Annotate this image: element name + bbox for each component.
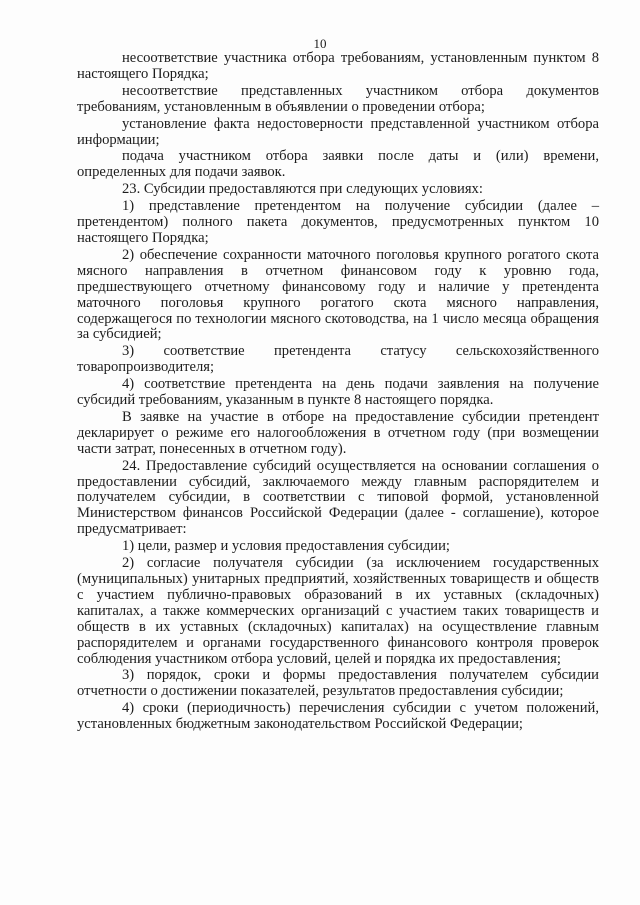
tax-declaration-paragraph: В заявке на участие в отборе на предоставление субсидии претендент декларирует о режиме его налогообложения в отчетном году (при возмещении части затрат, понесенных в отчетном году).: [77, 408, 599, 457]
clause-24-item-4: 4) сроки (периодичность) перечисления субсидии с учетом положений, установленных бюджетным законодательством Российской Федерации;: [77, 700, 599, 733]
clause-23-item-3: 3) соответствие претендента статусу сельскохозяйственного товаропроизводителя;: [77, 343, 599, 376]
clause-23-item-4: 4) соответствие претендента на день подачи заявления на получение субсидий требованиям, указанным в пункте 8 настоящего порядка.: [77, 376, 599, 409]
clause-24-heading: 24. Предоставление субсидий осуществляется на основании соглашения о предоставлении субсидий, заключаемого между главным распорядителем и получателем субсидии, в соответствии с типовой формой, установленной Министерством финансов Российской Федерации (далее - соглашение), которое предусматривает:: [77, 457, 599, 538]
clause-23-heading: 23. Субсидии предоставляются при следующих условиях:: [122, 181, 483, 198]
page-number: 10: [313, 36, 327, 51]
document-body: [77, 51, 599, 733]
clause-24-item-3: 3) порядок, сроки и формы предоставления получателем субсидии отчетности о достижении показателей, результатов предоставления субсидии;: [77, 667, 599, 700]
paragraph-3: установление факта недостоверности представленной участником отбора информации;: [77, 115, 599, 148]
clause-23-item-1: 1) представление претендентом на получение субсидии (далее – претендентом) полного пакета документов, предусмотренных пунктом 10 настоящего Порядка;: [77, 198, 599, 246]
paragraph-1: несоответствие участника отбора требованиям, установленным пунктом 8 настоящего Порядка;: [77, 50, 599, 82]
clause-24-item-2: 2) согласие получателя субсидии (за исключением государственных (муниципальных) унитарных предприятий, хозяйственных товариществ и обществ с участием публично-правовых образований в их уставных (складочных) капиталах, а также коммерческих организаций с участием таких товариществ и обществ в их уставных (складочных) капиталах) на осуществление главным распорядителем и органами государственного финансового контроля проверок соблюдения участником отбора условий, целей и порядка их предоставления;: [77, 555, 599, 667]
paragraph-4: подача участником отбора заявки после даты и (или) времени, определенных для подачи заявок.: [77, 148, 599, 181]
clause-24-item-1: 1) цели, размер и условия предоставления субсидии;: [122, 538, 450, 555]
clause-23-item-2: 2) обеспечение сохранности маточного поголовья крупного рогатого скота мясного направления в отчетном финансовом году к уровню года, предшествующего отчетному финансовому году и наличие у претендента маточного поголовья крупного рогатого скота мясного направления, содержащегося по технологии мясного скотоводства, на 1 число месяца обращения за субсидией;: [77, 246, 599, 343]
paragraph-2: несоответствие представленных участником отбора документов требованиям, установленным в объявлении о проведении отбора;: [77, 82, 599, 115]
